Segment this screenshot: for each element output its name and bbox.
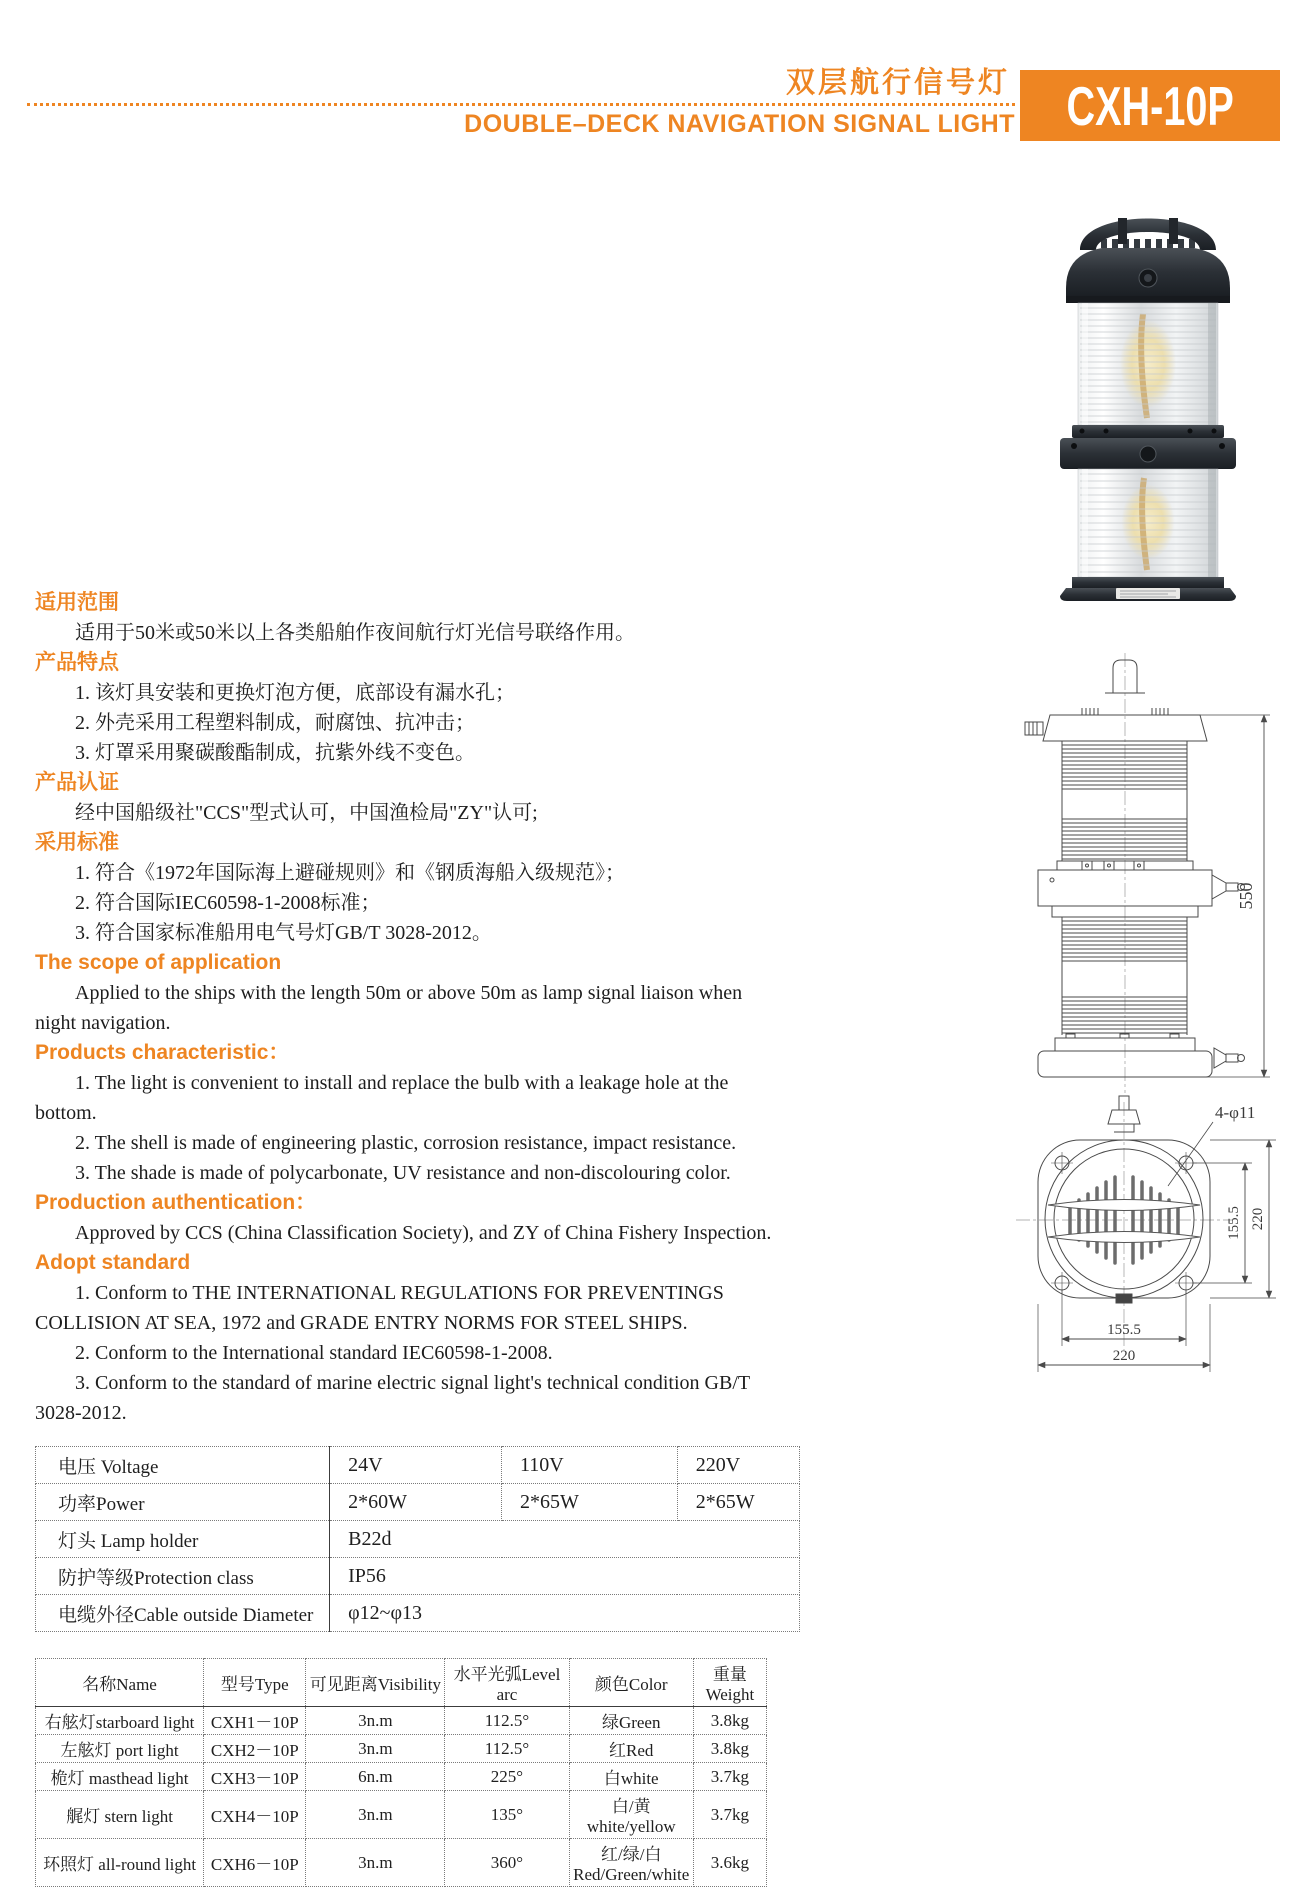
section-heading-features-en: Products characteristic： — [35, 1041, 290, 1064]
table-row — [36, 1791, 767, 1839]
model-cell: 艉灯 stern light — [36, 1791, 204, 1839]
model-cell: 3n.m — [306, 1735, 445, 1763]
section-line: 1. Conform to THE INTERNATIONAL REGULATIONS FOR PREVENTINGS COLLISION AT SEA, 1972 and GRADE ENTRY NORMS FOR STEEL SHIPS. — [35, 1282, 724, 1334]
section-line: 3. 灯罩采用聚碳酸酯制成，抗紫外线不变色。 — [75, 742, 475, 764]
model-col-header: 名称Name — [36, 1659, 204, 1707]
model-cell: 红Red — [569, 1735, 693, 1763]
spec-cell: 2*65W — [502, 1484, 678, 1521]
model-cell: 135° — [445, 1791, 569, 1839]
drawing-bottom-plug — [1116, 1294, 1132, 1303]
model-col-header: 颜色Color — [569, 1659, 693, 1707]
section-line: 2. 外壳采用工程塑料制成，耐腐蚀、抗冲击； — [75, 712, 475, 734]
model-cell: 左舷灯 port light — [36, 1735, 204, 1763]
section-heading-features-zh: 产品特点 — [35, 651, 119, 674]
content-column — [35, 588, 783, 1887]
section-heading-cert-zh: 产品认证 — [35, 771, 119, 794]
spec-row-label: 灯头 Lamp holder — [36, 1521, 330, 1558]
section-line: Applied to the ships with the length 50m or above 50m as lamp signal liaison when night navigation. — [35, 982, 743, 1034]
side-view-drawing — [1000, 648, 1280, 1103]
model-cell: CXH4－10P — [204, 1791, 306, 1839]
section-heading-standard-en: Adopt standard — [35, 1251, 191, 1274]
table-row — [36, 1521, 800, 1558]
dimension-lines — [1038, 1122, 1276, 1372]
model-cell: 白white — [569, 1763, 693, 1791]
model-cell: 桅灯 masthead light — [36, 1763, 204, 1791]
model-cell: CXH1－10P — [204, 1707, 306, 1735]
section-line: 经中国船级社"CCS"型式认可，中国渔检局"ZY"认可; — [75, 802, 538, 824]
lamp-lower-lens — [1078, 469, 1218, 577]
top-view-drawing — [1000, 1088, 1295, 1385]
drawing-cap — [1025, 708, 1207, 741]
spec-row-label: 电压 Voltage — [36, 1447, 330, 1484]
spec-cell: IP56 — [330, 1558, 800, 1595]
model-cell: 3n.m — [306, 1839, 445, 1887]
top-view-art — [1000, 1088, 1295, 1380]
product-photo — [1030, 192, 1250, 609]
section-line: 1. The light is convenient to install and replace the bulb with a leakage hole at the bottom. — [35, 1072, 729, 1124]
model-cell: CXH3－10P — [204, 1763, 306, 1791]
drawing-upper-barrel — [1062, 741, 1187, 861]
model-col-header: 重量Weight — [693, 1659, 766, 1707]
section-line: 2. Conform to the International standard IEC60598-1-2008. — [75, 1342, 553, 1364]
model-cell: CXH6－10P — [204, 1839, 306, 1887]
spec-cell: 2*60W — [330, 1484, 502, 1521]
section-line: 3. Conform to the standard of marine electric signal light's technical condition GB/T 3028-2012. — [35, 1372, 750, 1424]
model-cell: 360° — [445, 1839, 569, 1887]
model-cell: 3n.m — [306, 1791, 445, 1839]
table-row — [36, 1558, 800, 1595]
drawing-base — [1038, 1034, 1245, 1077]
spec-cell: 24V — [330, 1447, 502, 1484]
model-col-header: 水平光弧Level arc — [445, 1659, 569, 1707]
model-cell: 225° — [445, 1763, 569, 1791]
model-cell: 6n.m — [306, 1763, 445, 1791]
lamp-top-cap — [1066, 248, 1230, 303]
table-row — [36, 1447, 800, 1484]
model-table — [35, 1658, 767, 1887]
model-cell: 112.5° — [445, 1707, 569, 1735]
drawing-lower-barrel — [1062, 917, 1187, 1035]
model-cell: CXH2－10P — [204, 1735, 306, 1763]
model-col-header: 可见距离Visibility — [306, 1659, 445, 1707]
dim-label-inner-h: 155.5 — [1107, 1322, 1141, 1338]
table-row — [36, 1763, 767, 1791]
lamp-base — [1060, 577, 1236, 601]
model-cell: 3.8kg — [693, 1735, 766, 1763]
model-cell: 红/绿/白 Red/Green/white — [569, 1839, 693, 1887]
spec-cell: B22d — [330, 1521, 800, 1558]
section-line: 适用于50米或50米以上各类船舶作夜间航行灯光信号联络作用。 — [75, 622, 635, 644]
centerlines — [1016, 1102, 1232, 1350]
section-line: 1. 该灯具安装和更换灯泡方便，底部设有漏水孔； — [75, 682, 515, 704]
dim-label-bolts: 4-φ11 — [1215, 1103, 1256, 1122]
page-title-zh: 双层航行信号灯 — [785, 67, 1010, 99]
spec-table — [35, 1446, 800, 1632]
model-cell: 3.7kg — [693, 1763, 766, 1791]
drawing-mid-flange — [1038, 861, 1245, 917]
spec-row-label: 功率Power — [36, 1484, 330, 1521]
product-photo-art — [1030, 192, 1250, 604]
lamp-serrated-ridge — [1090, 239, 1206, 248]
dim-label-outer-v: 220 — [1250, 1207, 1266, 1231]
model-cell: 112.5° — [445, 1735, 569, 1763]
side-view-art — [1000, 648, 1280, 1098]
lamp-mid-flange — [1060, 425, 1236, 469]
spec-cell: 2*65W — [677, 1484, 799, 1521]
lamp-upper-lens — [1078, 303, 1218, 425]
model-cell: 右舷灯starboard light — [36, 1707, 204, 1735]
spec-cell: φ12~φ13 — [330, 1595, 800, 1632]
table-row — [36, 1707, 767, 1735]
model-cell: 3.7kg — [693, 1791, 766, 1839]
dim-label-550: 550 — [1236, 882, 1256, 910]
model-cell: 白/黄 white/yellow — [569, 1791, 693, 1839]
table-row — [36, 1735, 767, 1763]
section-heading-cert-en: Production authentication： — [35, 1191, 317, 1214]
header-dotted-rule — [27, 103, 1015, 106]
table-row — [36, 1484, 800, 1521]
spec-cell: 220V — [677, 1447, 799, 1484]
section-heading-standard-zh: 采用标准 — [35, 831, 119, 854]
model-badge-text: CXH-10P — [1066, 74, 1234, 137]
dim-label-inner-v: 155.5 — [1226, 1206, 1242, 1240]
spec-row-label: 防护等级Protection class — [36, 1558, 330, 1595]
spec-cell: 110V — [502, 1447, 678, 1484]
table-row — [36, 1595, 800, 1632]
section-line: 2. The shell is made of engineering plastic, corrosion resistance, impact resistance. — [75, 1132, 737, 1154]
section-heading-scope-zh: 适用范围 — [35, 591, 119, 614]
section-line: 2. 符合国际IEC60598-1-2008标准； — [75, 892, 381, 914]
section-line: 1. 符合《1972年国际海上避碰规则》和《钢质海船入级规范》； — [75, 862, 625, 884]
dim-label-outer-h: 220 — [1112, 1348, 1136, 1364]
model-col-header: 型号Type — [204, 1659, 306, 1707]
table-header-row — [36, 1659, 767, 1707]
model-cell: 3.8kg — [693, 1707, 766, 1735]
model-cell: 3n.m — [306, 1707, 445, 1735]
model-cell: 3.6kg — [693, 1839, 766, 1887]
section-line: 3. 符合国家标准船用电气号灯GB/T 3028-2012。 — [75, 922, 492, 944]
section-heading-scope-en: The scope of application — [35, 951, 282, 974]
section-line: 3. The shade is made of polycarbonate, UV resistance and non-discolouring color. — [75, 1162, 731, 1184]
section-line: Approved by CCS (China Classification Society), and ZY of China Fishery Inspection. — [75, 1222, 772, 1244]
model-cell: 绿Green — [569, 1707, 693, 1735]
spec-row-label: 电缆外径Cable outside Diameter — [36, 1595, 330, 1632]
model-cell: 环照灯 all-round light — [36, 1839, 204, 1887]
page-title-en: DOUBLE–DECK NAVIGATION SIGNAL LIGHT — [464, 110, 1015, 138]
model-badge — [1020, 70, 1280, 141]
table-row — [36, 1839, 767, 1887]
